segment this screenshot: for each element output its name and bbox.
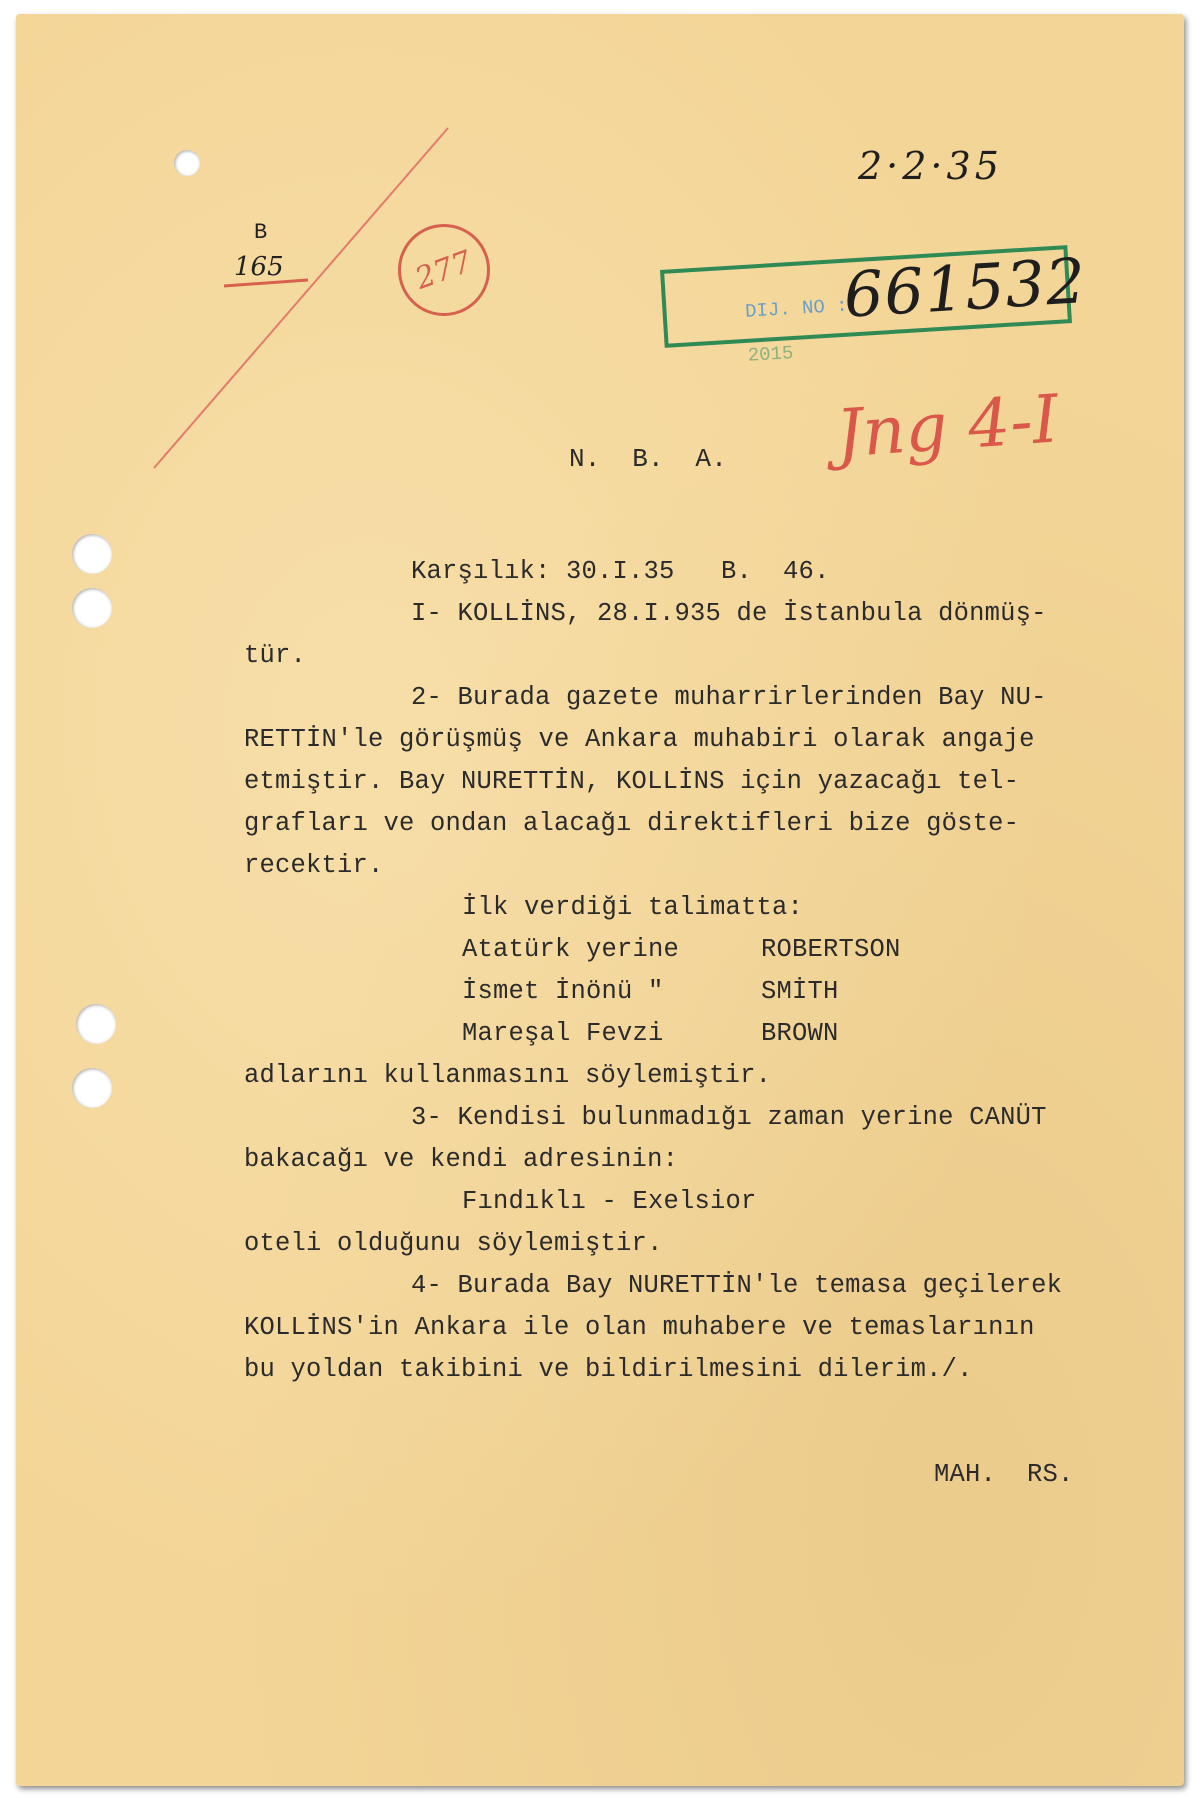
reference-line: Karşılık: 30.I.35 B. 46. [411,557,830,586]
file-number-underline [222,276,312,290]
instruction-end: adlarını kullanmasını söylemiştir. [244,1061,772,1090]
paragraph-3-line: bakacağı ve kendi adresinin: [244,1145,679,1174]
stamp-label-line1: DIJ. NO : [744,294,849,323]
circled-number-stamp [398,224,490,316]
alias-name: İsmet İnönü " [462,977,664,1006]
alias-value: BROWN [761,1019,839,1048]
paragraph-2-line: grafları ve ondan alacağı direktifleri bize göste- [244,809,1020,838]
paragraph-2-line: etmiştir. Bay NURETTİN, KOLLİNS için yazacağı tel- [244,767,1020,796]
paragraph-1-line: tür. [244,641,307,670]
file-letter: B [254,220,268,245]
punch-hole [76,1004,116,1044]
paragraph-1-line: I- KOLLİNS, 28.I.935 de İstanbula dönmüş- [411,599,1047,628]
stamp-label [675,273,852,393]
alias-value: ROBERTSON [761,935,901,964]
alias-value: SMİTH [761,977,839,1006]
document-page [16,14,1184,1786]
paragraph-4-line: KOLLİNS'in Ankara ile olan muhabere ve temaslarının [244,1313,1035,1342]
paragraph-3-line: 3- Kendisi bulunmadığı zaman yerine CANÜT [411,1103,1047,1132]
circled-number: 277 [411,243,477,297]
paragraph-2-line: recektir. [244,851,384,880]
paragraph-2-line: RETTİN'le görüşmüş ve Ankara muhabiri olarak angaje [244,725,1035,754]
signature: MAH. RS. [934,1460,1074,1489]
document-date: 2·2·35 [858,144,1003,188]
address-line: Fındıklı - Exelsior [462,1187,757,1216]
paragraph-2-line: 2- Burada gazete muharrirlerinden Bay NU- [411,683,1047,712]
stamp-number: 661532 [841,244,1089,332]
instruction-title: İlk verdiği talimatta: [462,893,804,922]
paragraph-4-line: bu yoldan takibini ve bildirilmesini dilerim./. [244,1355,973,1384]
stamp-label-line2: 2015 [747,342,795,367]
paragraph-4-line: 4- Burada Bay NURETTİN'le temasa geçilerek [411,1271,1063,1300]
alias-name: Mareşal Fevzi [462,1019,664,1048]
file-number: 165 [234,252,284,282]
paragraph-3-line: oteli olduğunu söylemiştir. [244,1229,663,1258]
organization-heading: N. B. A. [569,444,728,474]
punch-hole [72,1068,112,1108]
handwritten-reference: Jng 4-I [833,380,1061,473]
alias-name: Atatürk yerine [462,935,680,964]
